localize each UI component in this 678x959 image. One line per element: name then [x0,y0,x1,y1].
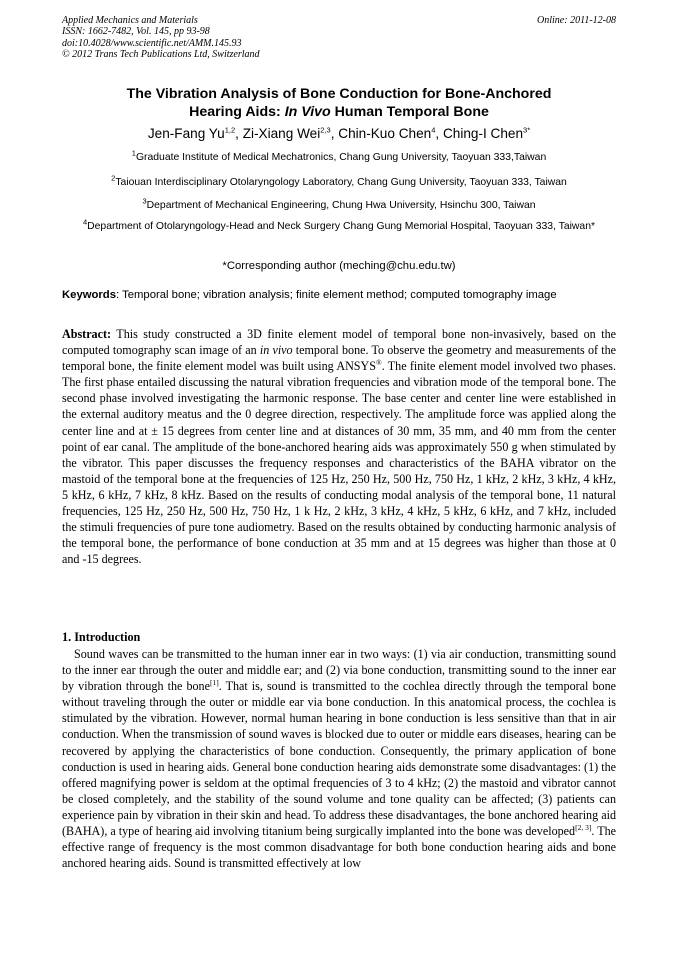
doi-line: doi:10.4028/www.scientific.net/AMM.145.93 [62,37,242,49]
title-line-2 [62,103,616,121]
affiliation-1 [62,150,616,165]
paper-title [62,85,616,121]
title-text: Hearing Aids: [189,104,285,120]
section-heading-introduction: 1. Introduction [62,630,141,644]
affiliation-sup: 2 [111,173,116,183]
title-text-end: Human Temporal Bone [330,104,489,120]
author-separator: , [235,126,243,141]
corresponding-author: *Corresponding author (meching@chu.edu.tw) [222,260,456,272]
affiliation-sup: 4 [82,217,88,227]
affiliation-text: Taiouan Interdisciplinary Otolaryngology Laboratory, Chang Gung University, Taoyuan 333, Taiwan [115,177,567,188]
author-affil-sup: 4 [431,125,436,135]
affiliation-text: Graduate Institute of Medical Mechatronics, Chang Gung University, Taoyuan 333,Taiwan [135,152,547,163]
affiliation-2 [62,175,616,190]
affiliation-sup: 1 [131,148,136,158]
abstract-text: This study constructed a 3D finite element model of temporal bone non-invasively, based on the computed tomography scan image of an [62,327,616,358]
author-separator: , [330,126,339,141]
citation[interactable]: [1] [209,678,219,688]
abstract-label: Abstract: [62,327,112,341]
author-list [62,126,616,141]
citation[interactable]: [2, 3] [575,823,592,832]
affiliation-text: Department of Otolaryngology-Head and Neck Surgery Chang Gung Memorial Hospital, Taoyuan 333, Taiwan* [87,221,596,232]
affiliation-sup: 3 [142,196,147,206]
author-name: Zi-Xiang Wei [242,126,321,141]
registered-mark: ® [376,358,382,368]
affiliation-4 [62,219,616,234]
abstract-italic: in vivo [259,343,293,358]
author-name: Ching-I Chen [442,126,524,141]
abstract [62,326,616,567]
intro-text: . That is, sound is transmitted to the cochlea directly through the temporal bone without traveling through the outer or middle ear via bone conduction. In this anatomical process, the cochlea is stimulated by the vibration. However, normal human hearing in bone conduction is less sensitive than that in air conduction. When the transmission of sound waves is blocked due to outer or middle ears diseases, hearing can be recovered by applying the characteristics of bone conduction. Consequently, the primary application of bone conduction is used in hearing aids. General bone conduction hearing aids demonstrate some disadvantages: (1) the offered magnifying power is seldom at the optimal frequencies of 3 to 4 kHz; (2) the mastoid and vibrator cannot be closed completely, and the stability of the sound volume and tone quality can be affected; (3) patients can experience pain by vibration in their skin and head. To address these disadvantages, the bone anchored hearing aid (BAHA), a type of hearing aid involving titanium being surgically implanted into the bone was developed [62,679,616,839]
intro-text: Sound waves can be transmitted to the human inner ear in two ways: (1) via air conduction, transmitting sound to the inner ear through the outer and middle ear; and (2) via bone conduction, transmitting sound to the inner ear by vibration through the bone [62,647,616,694]
author-affil-sup: 3* [523,125,531,135]
author-affil-sup: 2,3 [320,125,331,135]
author-affil-sup: 1,2 [224,125,236,135]
affiliation-text: Department of Mechanical Engineering, Chung Hwa University, Hsinchu 300, Taiwan [146,200,536,211]
keywords [62,288,616,302]
author-name: Jen-Fang Yu [147,126,225,141]
journal-name: Applied Mechanics and Materials [62,15,198,26]
online-date: Online: 2011-12-08 [537,15,616,26]
title-italic: In Vivo [284,104,331,120]
intro-text: . The effective range of frequency is the most common disadvantage for both bone conduction hearing aids and bone anchored hearing aids. Sound is transmitted effectively at low [62,824,616,871]
keywords-text: : Temporal bone; vibration analysis; finite element method; computed tomography image [116,289,557,301]
copyright-line: © 2012 Trans Tech Publications Ltd, Switzerland [62,49,260,61]
title-line-1: The Vibration Analysis of Bone Conduction for Bone-Anchored [126,86,552,102]
keywords-label: Keywords [62,289,116,301]
abstract-text: temporal bone. To observe the geometry and measurements of the temporal bone, the finite element model was built using ANSYS [62,343,616,374]
affiliation-3 [62,198,616,213]
author-separator: , [435,126,443,141]
abstract-text: . The finite element model involved two phases. The first phase entailed discussing the natural vibration frequencies and vibration mode of the temporal bone. The second phase involved investigating the harmonic response. The base center and center line were established in the external auditory meatus and the 0 degree direction, respectively. The amplitude force was applied along the center line and at ± 15 degrees from center line and at distances of 30 mm, 35 mm, and 40 mm from the center point of ear canal. The amplitude of the bone-anchored hearing aids was approximately 550 g when stimulated by the vibrator. This paper discusses the frequency responses and characteristics of the BAHA vibrator on the mastoid of the temporal bone at the frequencies of 125 Hz, 250 Hz, 500 Hz, 750 Hz, 1 kHz, 2 kHz, 3 kHz, 4 kHz, 5 kHz, 6 kHz, 7 kHz, 8 kHz. Based on the results of conducting modal analysis of the temporal bone, 11 natural frequencies, 125 Hz, 250 Hz, 500 Hz, 750 Hz, 1 k Hz, 2 kHz, 3 kHz, 4 kHz, 5 kHz, 6 kHz, and 7 kHz, included the stimuli frequencies of pure tone audiometry. Based on the results obtained by conducting harmonic analysis of the temporal bone, the performance of bone conduction at 35 mm and at 15 degrees was higher than those at 0 and -15 degrees. [62,359,617,567]
author-name: Chin-Kuo Chen [338,126,432,141]
journal-header [62,15,260,61]
introduction-paragraph [62,646,616,871]
issn-line: ISSN: 1662-7482, Vol. 145, pp 93-98 [62,26,210,38]
